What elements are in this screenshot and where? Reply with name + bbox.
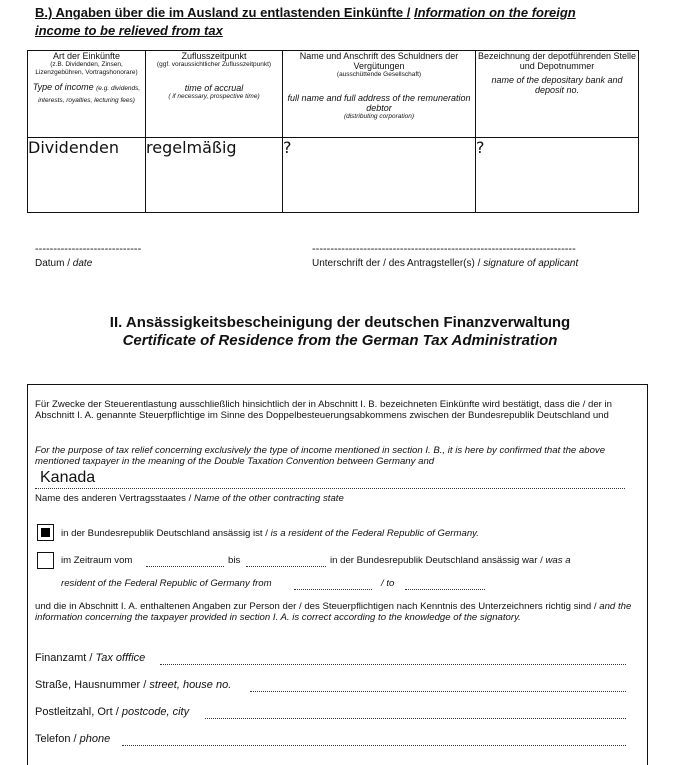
header-depositary	[476, 51, 639, 138]
date-dashes: -----------------------------	[35, 243, 142, 255]
date-label-de: Datum /	[35, 258, 71, 269]
section-ii-title-en: Certificate of Residence from the German Tax Administration	[122, 332, 558, 349]
section-b-title-de: B.) Angaben über die im Ausland zu entlastenden Einkünfte /	[35, 5, 411, 20]
resident-period-checkbox[interactable]	[37, 552, 54, 569]
field-de: Straße, Hausnummer /	[35, 679, 147, 691]
cert-info-en: and the information concerning the taxpayer provided in section I. A. is correct according to the knowledge of the signatory.	[35, 601, 632, 623]
street-label	[35, 679, 231, 691]
header-en: Type of income	[32, 82, 94, 92]
period-to-label: bis	[228, 555, 241, 566]
period-resident-label	[330, 555, 571, 566]
header-de-small: (ausschüttende Gesellschaft)	[336, 71, 422, 78]
section-b-title-en2: income to be relieved from tax	[35, 23, 223, 38]
section-b-title	[35, 4, 576, 40]
field-de: Finanzamt /	[35, 652, 93, 664]
period-from-label: im Zeitraum vom	[61, 555, 133, 566]
cert-info-paragraph	[35, 601, 635, 623]
header-de: Name und Anschrift des Schuldners der Vergütungen	[299, 51, 459, 71]
country-label	[35, 493, 344, 504]
signature-label-en: signature of applicant	[483, 258, 579, 269]
country-label-de: Name des anderen Vertragsstaates /	[35, 493, 192, 504]
header-de-small: (ggf. voraussichtlicher Zuflusszeitpunkt)	[156, 61, 272, 68]
header-en-small: (e.g. dividends, interests, royalties, lecturing fees)	[38, 85, 141, 104]
section-ii-title-de: II. Ansässigkeitsbescheinigung der deutschen Finanzverwaltung	[109, 314, 571, 331]
postcode-field[interactable]	[205, 718, 626, 719]
cell-type[interactable]: Dividenden	[28, 138, 146, 213]
header-de: Zuflusszeitpunkt	[181, 51, 247, 61]
cell-debtor[interactable]: ?	[283, 138, 476, 213]
period-from-field-en[interactable]	[294, 589, 372, 590]
tax-office-label	[35, 652, 145, 664]
option-resident-label	[61, 528, 479, 539]
header-de: Art der Einkünfte	[52, 51, 121, 61]
section-b-title-en1: Information on the foreign	[413, 5, 576, 20]
header-de-small: (z.B. Dividenden, Zinsen, Lizenzgebühren, Vortragshonorare)	[35, 61, 138, 76]
date-label-en: date	[72, 258, 93, 269]
header-type-of-income	[28, 51, 146, 138]
country-dotline	[35, 488, 625, 489]
field-en: phone	[79, 733, 111, 745]
signature-dashes: ------------------------------------------------------------------------	[312, 243, 576, 255]
cert-info-de: und die in Abschnitt I. A. enthaltenen Angaben zur Person der / des Steuerpflichtigen nach Kenntnis des Unterzeichners richtig sind /	[35, 601, 597, 612]
country-label-en: Name of the other contracting state	[193, 493, 344, 504]
resident-checkbox[interactable]	[37, 524, 54, 541]
field-en: Tax offfice	[95, 652, 146, 664]
field-en: postcode, city	[121, 706, 190, 718]
cell-depositary[interactable]: ?	[476, 138, 639, 213]
cert-paragraph-en: For the purpose of tax relief concerning exclusively the type of income mentioned in section I. B., it is here by confirmed that the above mentioned taxpayer in the meaning of the Double Taxation Convention between Germany and	[35, 445, 606, 467]
street-field[interactable]	[250, 691, 626, 692]
header-debtor	[283, 51, 476, 138]
field-de: Postleitzahl, Ort /	[35, 706, 119, 718]
tax-office-field[interactable]	[160, 664, 626, 665]
cell-accrual[interactable]: regelmäßig	[146, 138, 283, 213]
field-en: street, house no.	[149, 679, 232, 691]
date-label	[35, 258, 92, 269]
header-en: full name and full address of the remuneration debtor	[287, 93, 471, 113]
period-resident-en: was a	[545, 555, 571, 566]
income-table	[27, 50, 639, 213]
period-from-field[interactable]	[146, 566, 224, 567]
header-de: Bezeichnung der depotführenden Stelle und Depotnummer	[477, 51, 637, 71]
option-resident-de: in der Bundesrepublik Deutschland ansässig ist /	[61, 528, 268, 539]
period-resident-de: in der Bundesrepublik Deutschland ansässig war /	[330, 555, 543, 566]
cert-paragraph-de: Für Zwecke der Steuerentlastung ausschließlich hinsichtlich der in Abschnitt I. B. bezeichneten Einkünfte wird bestätigt, dass die / der in Abschnitt I. A. genannte Steuerpflichtige im Sinne des Doppelbesteuerungsabkommens zwischen der Bundesrepublik Deutschland und	[35, 399, 612, 421]
header-en-small: (distributing corporation)	[343, 113, 415, 120]
period-line2-to: / to	[381, 578, 395, 589]
period-to-field[interactable]	[246, 566, 326, 567]
income-table-row	[28, 138, 639, 213]
header-en-small: ( if necessary, prospective time)	[168, 93, 260, 100]
signature-label	[312, 258, 578, 269]
field-de: Telefon /	[35, 733, 77, 745]
period-to-field-en[interactable]	[405, 589, 485, 590]
header-en: time of accrual	[184, 83, 244, 93]
phone-field[interactable]	[122, 745, 626, 746]
phone-label	[35, 733, 110, 745]
header-time-of-accrual	[146, 51, 283, 138]
period-line2-label: resident of the Federal Republic of Germany from	[61, 578, 272, 589]
header-en: name of the depositary bank and deposit no.	[491, 75, 623, 95]
signature-label-de: Unterschrift der / des Antragsteller(s) /	[312, 258, 481, 269]
income-table-header-row	[28, 51, 639, 138]
country-value[interactable]: Kanada	[40, 469, 96, 486]
postcode-label	[35, 706, 189, 718]
option-resident-en: is a resident of the Federal Republic of Germany.	[270, 528, 479, 539]
